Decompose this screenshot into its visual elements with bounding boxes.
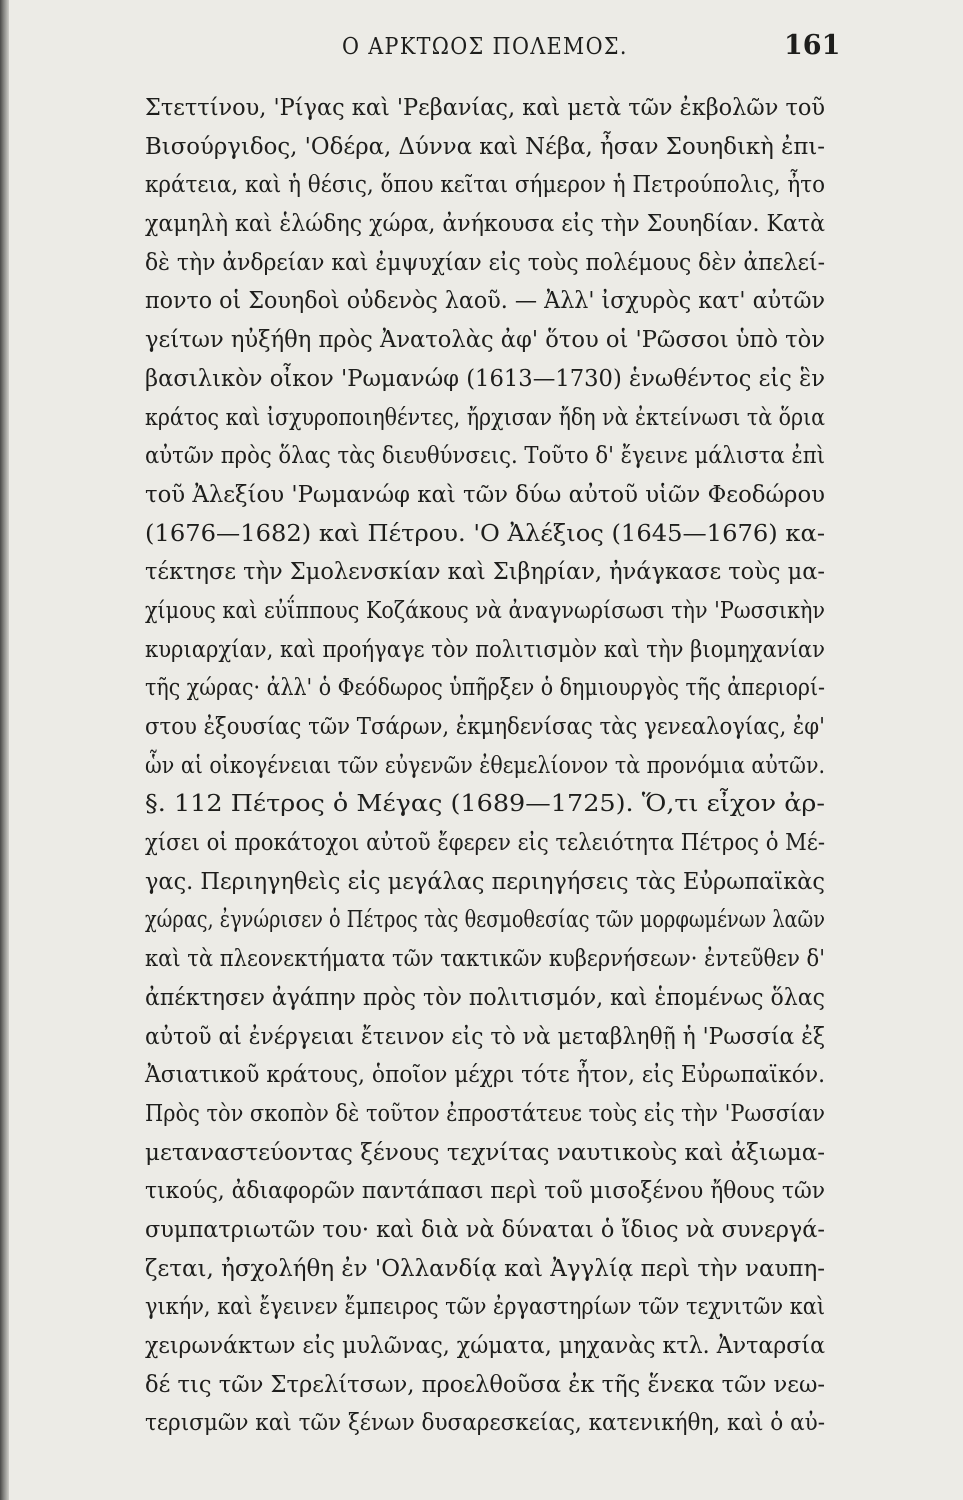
text-line: κυριαρχίαν, καὶ προήγαγε τὸν πολιτισμὸν καὶ τὴν βιομηχανίαν — [145, 634, 825, 663]
text-line: καὶ τὰ πλεονεκτήματα τῶν τακτικῶν κυβερνήσεων· ἐντεῦθεν δ' — [145, 944, 825, 973]
body-text — [145, 88, 825, 1442]
text-line: δὲ τὴν ἀνδρείαν καὶ ἐμψυχίαν εἰς τοὺς πολέμους δὲν ἀπελεί- — [145, 247, 825, 276]
text-line: αὐτοῦ αἱ ἐνέργειαι ἔτεινον εἰς τὸ νὰ μεταβληθῇ ἡ 'Ρωσσία ἐξ — [145, 1021, 825, 1050]
text-line: τοῦ Ἀλεξίου 'Ρωμανώφ καὶ τῶν δύω αὐτοῦ υἱῶν Φεοδώρου — [145, 479, 825, 508]
text-line: Ἀσιατικοῦ κράτους, ὁποῖον μέχρι τότε ἦτον, εἰς Εὐρωπαϊκόν. — [145, 1060, 825, 1089]
text-line: ποντο οἱ Σουηδοὶ οὐδενὸς λαοῦ. — Ἀλλ' ἰσχυρὸς κατ' αὐτῶν — [145, 286, 825, 315]
text-line: γας. Περιηγηθεὶς εἰς μεγάλας περιηγήσεις τὰς Εὐρωπαϊκὰς — [145, 866, 825, 895]
text-line: Πρὸς τὸν σκοπὸν δὲ τοῦτον ἐπροστάτευε τοὺς εἰς τὴν 'Ρωσσίαν — [145, 1098, 825, 1127]
text-line: μεταναστεύοντας ξένους τεχνίτας ναυτικοὺς καὶ ἀξιωμα- — [145, 1137, 825, 1166]
text-line: χαμηλὴ καὶ ἑλώδης χώρα, ἀνήκουσα εἰς τὴν Σουηδίαν. Κατὰ — [145, 209, 825, 238]
text-line: τῆς χώρας· ἀλλ' ὁ Φεόδωρος ὑπῆρξεν ὁ δημιουργὸς τῆς ἀπεριορί- — [145, 673, 825, 702]
text-line: βασιλικὸν οἶκον 'Ρωμανώφ (1613—1730) ἑνωθέντος εἰς ἓν — [145, 363, 825, 392]
text-line: ζεται, ἠσχολήθη ἐν 'Ολλανδίᾳ καὶ Ἀγγλίᾳ περὶ τὴν ναυπη- — [145, 1253, 825, 1282]
page-header — [0, 28, 963, 78]
text-line: δέ τις τῶν Στρελίτσων, προελθοῦσα ἐκ τῆς ἕνεκα τῶν νεω- — [145, 1369, 825, 1398]
text-line: συμπατριωτῶν του· καὶ διὰ νὰ δύναται ὁ ἴδιος νὰ συνεργά- — [145, 1214, 825, 1243]
text-line: χώρας, ἐγνώρισεν ὁ Πέτρος τὰς θεσμοθεσίας τῶν μορφωμένων λαῶν — [145, 905, 825, 934]
page-number: 161 — [784, 30, 841, 61]
text-line: ὧν αἱ οἰκογένειαι τῶν εὐγενῶν ἐθεμελίονον τὰ προνόμια αὐτῶν. — [145, 750, 825, 779]
text-line: τέκτησε τὴν Σμολενσκίαν καὶ Σιβηρίαν, ἠνάγκασε τοὺς μα- — [145, 557, 825, 586]
text-line: στου ἐξουσίας τῶν Τσάρων, ἐκμηδενίσας τὰς γενεαλογίας, ἐφ' — [145, 712, 825, 740]
text-line: χίμους καὶ εὐΐππους Κοζάκους νὰ ἀναγνωρίσωσι τὴν 'Ρωσσικὴν — [145, 595, 825, 624]
book-spine-edge — [0, 0, 9, 1500]
text-line: αὐτῶν πρὸς ὅλας τὰς διευθύνσεις. Τοῦτο δ' ἔγεινε μάλιστα ἐπὶ — [145, 441, 825, 470]
text-line: ἀπέκτησεν ἀγάπην πρὸς τὸν πολιτισμόν, καὶ ἑπομένως ὅλας — [145, 982, 825, 1011]
text-line: κράτεια, καὶ ἡ θέσις, ὅπου κεῖται σήμερον ἡ Πετρούπολις, ἦτο — [145, 170, 825, 199]
text-line: Βισούργιδος, 'Οδέρα, Δύννα καὶ Νέβα, ἦσαν Σουηδικὴ ἐπι- — [145, 131, 825, 160]
text-line: γείτων ηὐξήθη πρὸς Ἀνατολὰς ἀφ' ὅτου οἱ 'Ρῶσσοι ὑπὸ τὸν — [145, 325, 825, 354]
text-line: τικούς, ἀδιαφορῶν παντάπασι περὶ τοῦ μισοξένου ἤθους τῶν — [145, 1176, 825, 1205]
text-line: (1676—1682) καὶ Πέτρου. 'Ο Ἀλέξιος (1645—1676) κα- — [145, 518, 825, 547]
running-title: Ο ΑΡΚΤΩΟΣ ΠΟΛΕΜΟΣ. — [342, 34, 628, 60]
section-heading-line: §. 112 Πέτρος ὁ Μέγας (1689—1725). Ὅ,τι εἶχον ἀρ- — [145, 789, 825, 818]
text-line: κράτος καὶ ἰσχυροποιηθέντες, ἤρχισαν ἤδη νὰ ἐκτείνωσι τὰ ὅρια — [145, 402, 825, 431]
text-line: Στεττίνου, 'Ρίγας καὶ 'Ρεβανίας, καὶ μετὰ τῶν ἐκβολῶν τοῦ — [145, 93, 825, 121]
text-line: χειρωνάκτων εἰς μυλῶνας, χώματα, μηχανὰς κτλ. Ἀνταρσία — [145, 1331, 825, 1359]
text-line: γικήν, καὶ ἔγεινεν ἔμπειρος τῶν ἐργαστηρίων τῶν τεχνιτῶν καὶ — [145, 1292, 825, 1321]
text-line: χίσει οἱ προκάτοχοι αὐτοῦ ἔφερεν εἰς τελειότητα Πέτρος ὁ Μέ- — [145, 828, 825, 857]
text-line: τερισμῶν καὶ τῶν ξένων δυσαρεσκείας, κατενικήθη, καὶ ὁ αὐ- — [145, 1408, 825, 1437]
